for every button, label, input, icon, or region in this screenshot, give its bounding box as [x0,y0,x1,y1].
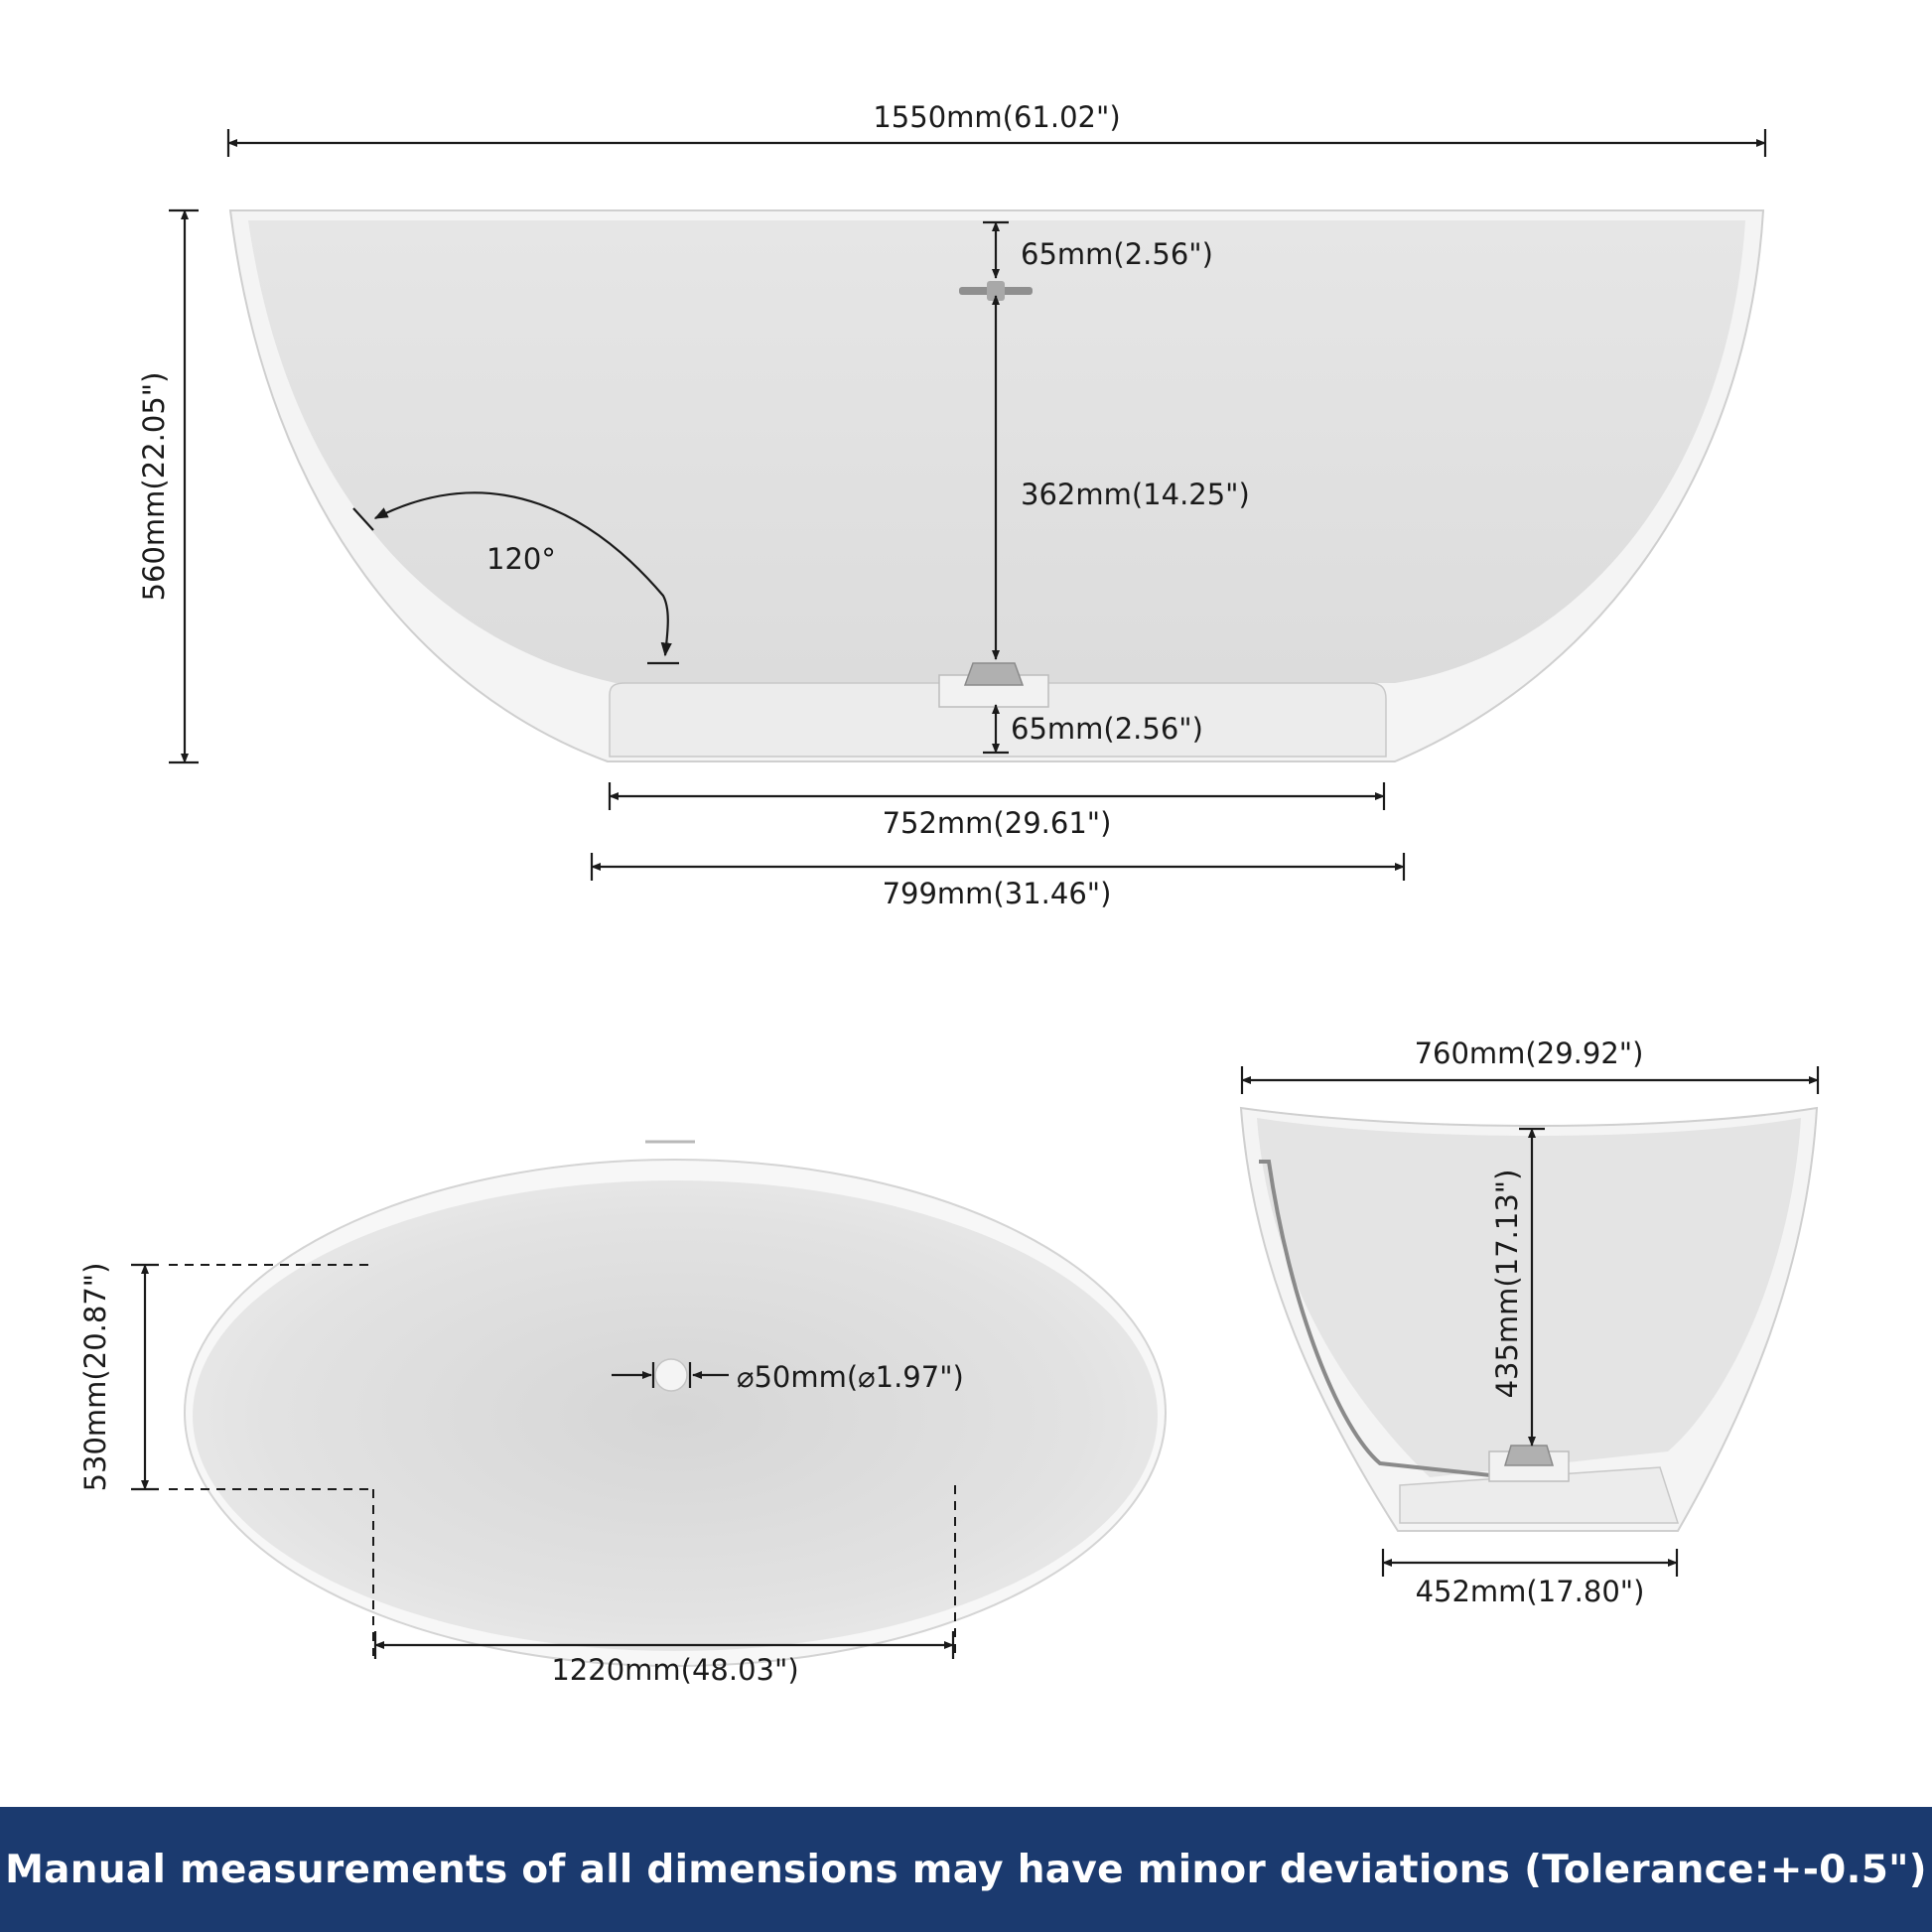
end-drain [1489,1446,1569,1481]
overall-length-label: 1550mm(61.02") [873,100,1121,134]
side-view [137,100,1765,910]
end-overall-width-label: 760mm(29.92") [1414,1036,1644,1070]
base-inner-length-label: 752mm(29.61") [882,806,1112,840]
rim-to-overflow-label: 65mm(2.56") [1021,237,1213,271]
end-base-width-label: 452mm(17.80") [1415,1575,1645,1608]
drain-diameter-label: ⌀50mm(⌀1.97") [737,1360,964,1394]
overall-height-label: 560mm(22.05") [137,371,171,602]
wall-angle-label: 120° [486,542,556,576]
tolerance-banner [0,1807,1932,1932]
base-outer-length-label: 799mm(31.46") [882,877,1112,910]
top-inner-width-label: 530mm(20.87") [78,1262,112,1492]
top-view [78,1142,1166,1687]
top-inner-length-label: 1220mm(48.03") [551,1653,799,1687]
tolerance-note: Manual measurements of all dimensions may have minor deviations (Tolerance:+-0.5") [5,1847,1927,1892]
end-inner-depth-label: 435mm(17.13") [1490,1169,1524,1399]
top-tub-basin [193,1180,1158,1651]
end-view [1241,1036,1818,1608]
overflow-to-drain-label: 362mm(14.25") [1021,478,1250,511]
base-height-label: 65mm(2.56") [1011,712,1203,746]
top-drain [655,1359,687,1391]
